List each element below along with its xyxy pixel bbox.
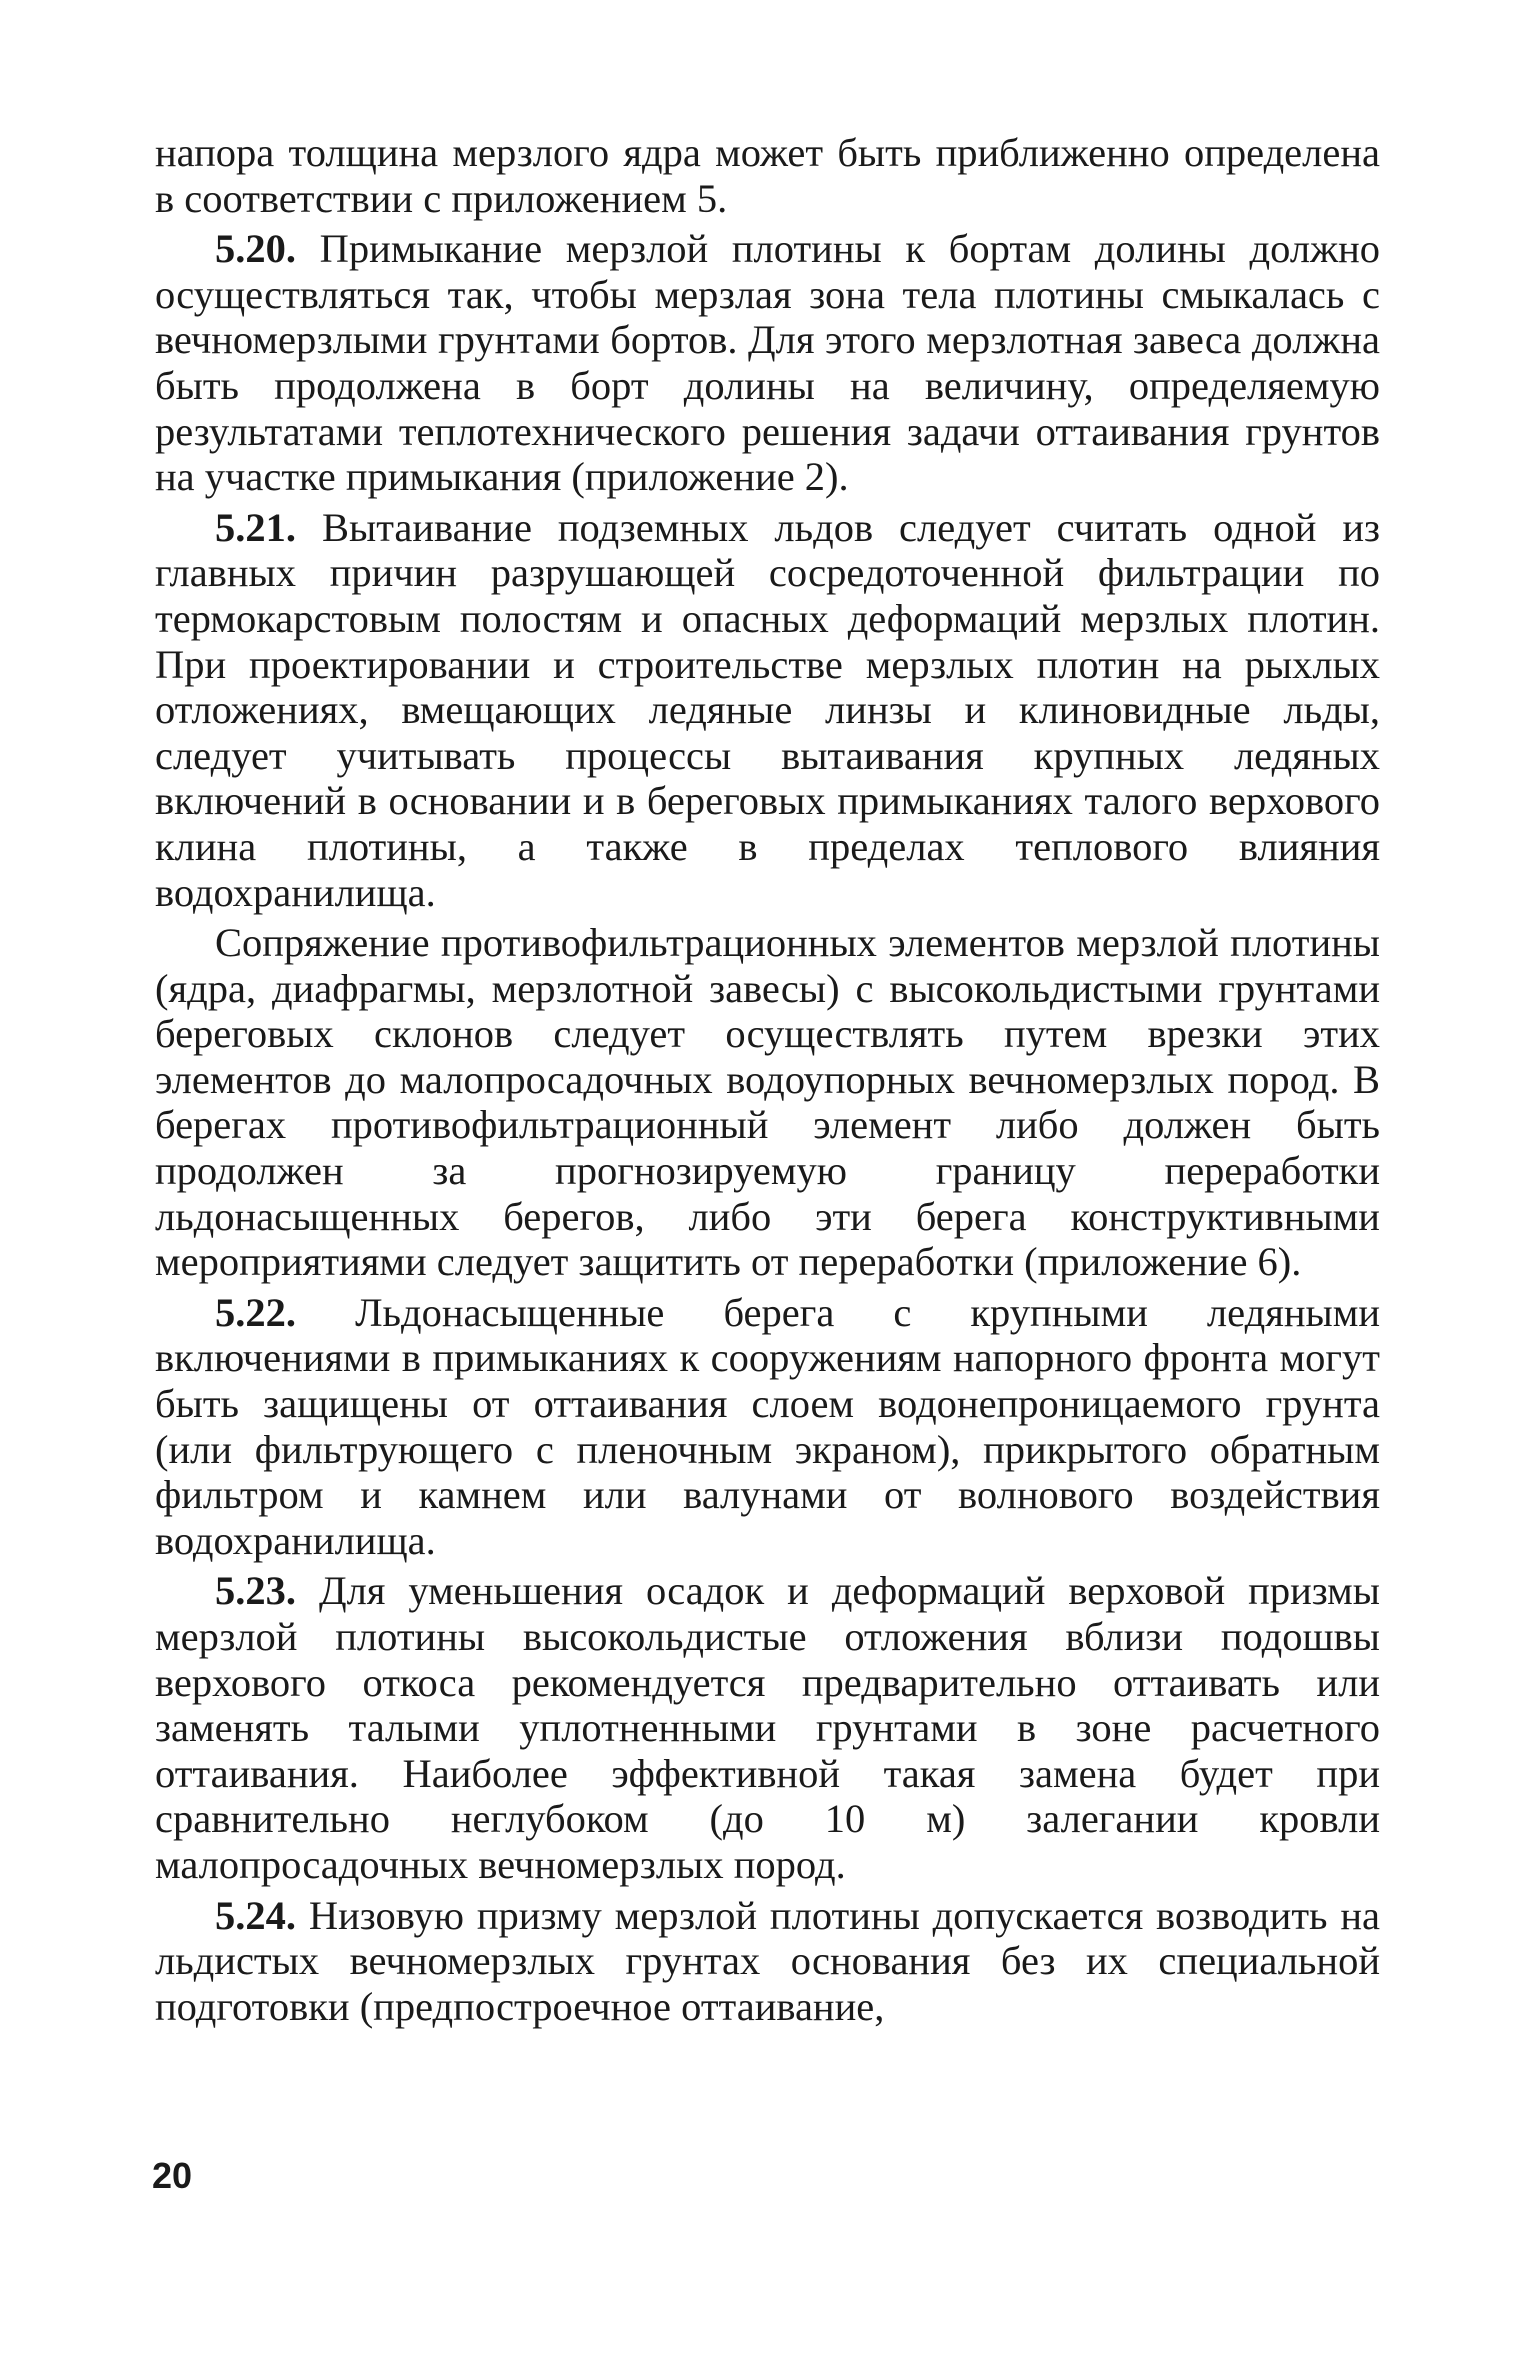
paragraph-text: Для уменьшения осадок и деформаций верховой призмы мерзлой плотины высокольдистые отложения вблизи подошвы верхового откоса рекомендуется предварительно оттаивать или заменять талыми уплотненными грунтами в зоне расчетного оттаивания. Наиболее эффективной такая замена будет при сравнительно неглубоком (до 10 м) залегании кровли малопросадочных вечномерзлых пород.	[155, 1568, 1381, 1887]
paragraph-text: Примыкание мерзлой плотины к бортам долины должно осуществляться так, чтобы мерзлая зона тела плотины смыкалась с вечномерзлыми грунтами бортов. Для этого мерзлотная завеса должна быть продолжена в борт долины на величину, определяемую результатами теплотехнического решения задачи оттаивания грунтов на участке примыкания (приложение 2).	[155, 226, 1380, 500]
paragraph-text: напора толщина мерзлого ядра может быть приближенно определена в соответствии с приложением 5.	[155, 130, 1380, 221]
paragraph-text: Сопряжение противофильтрационных элементов мерзлой плотины (ядра, диафрагмы, мерзлотной завесы) с высокольдистыми грунтами береговых склонов следует осуществлять путем врезки этих элементов до малопросадочных водоупорных вечномерзлых пород. В берегах противофильтрационный элемент либо должен быть продолжен за прогнозируемую границу переработки льдонасыщенных берегов, либо эти берега конструктивными мероприятиями следует защитить от переработки (приложение 6).	[155, 920, 1380, 1285]
paragraph-text: Низовую призму мерзлой плотины допускается возводить на льдистых вечномерзлых грунтах основания без их специальной подготовки (предпостроечное оттаивание,	[155, 1892, 1381, 2029]
paragraph-5-22	[155, 1290, 1380, 1564]
paragraph-5-21-continued	[155, 920, 1380, 1285]
section-number: 5.20.	[215, 226, 296, 272]
paragraph-continuation	[155, 130, 1380, 221]
paragraph-text: Льдонасыщенные берега с крупными ледяными включениями в примыканиях к сооружениям напорного фронта могут быть защищены от оттаивания слоем водонепроницаемого грунта (или фильтрующего с пленочным экраном), прикрытого обратным фильтром и камнем или валунами от волнового воздействия водохранилища.	[155, 1289, 1381, 1563]
section-number: 5.22.	[215, 1289, 296, 1335]
paragraph-5-23	[155, 1568, 1380, 1887]
page-number: 20	[152, 2155, 193, 2196]
section-number: 5.24.	[215, 1892, 296, 1938]
paragraph-5-24	[155, 1893, 1380, 2030]
section-number: 5.23.	[215, 1568, 296, 1614]
paragraph-5-20	[155, 226, 1380, 500]
section-number: 5.21.	[215, 504, 296, 550]
paragraph-text: Вытаивание подземных льдов следует считать одной из главных причин разрушающей сосредоточенной фильтрации по термокарстовым полостям и опасных деформаций мерзлых плотин. При проектировании и строительстве мерзлых плотин на рыхлых отложениях, вмещающих ледяные линзы и клиновидные льды, следует учитывать процессы вытаивания крупных ледяных включений в основании и в береговых примыканиях талого верхового клина плотины, а также в пределах теплового влияния водохранилища.	[155, 504, 1381, 915]
document-page	[155, 130, 1380, 2034]
paragraph-5-21	[155, 505, 1380, 915]
